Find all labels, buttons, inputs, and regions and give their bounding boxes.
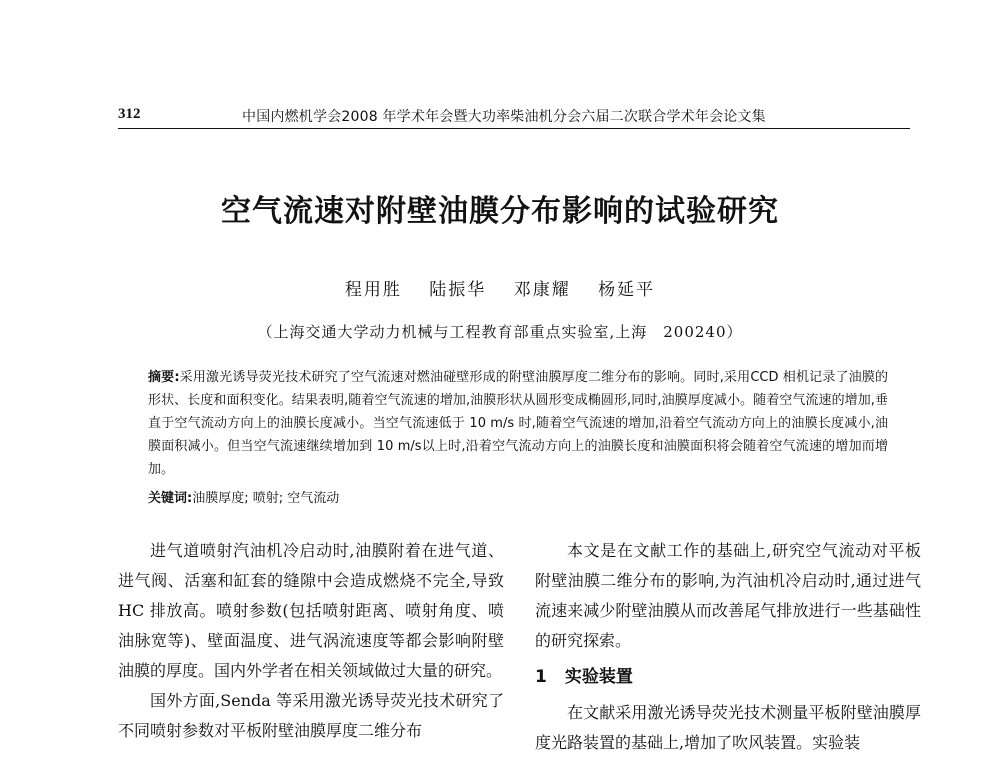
abstract-label: 摘要: [148,370,180,385]
section-title: 实验装置 [564,667,633,687]
body-paragraph: 进气道喷射汽油机冷启动时,油膜附着在进气道、进气阀、活塞和缸套的缝隙中会造成燃烧不完全,导致 HC 排放高。喷射参数(包括喷射距离、喷射角度、喷油脉宽等)、壁面温度、进气涡流速度等都会影响附壁油膜的厚度。国内外学者在相关领域做过大量的研究。 [118,541,504,680]
section-number: 1 [535,667,547,687]
body-paragraph: 国外方面,Senda 等采用激光诱导荧光技术研究了不同喷射参数对平板附壁油膜厚度二维分布 [118,691,504,740]
keywords-label: 关键词: [148,491,193,506]
abstract [148,366,888,481]
keywords-text: 油膜厚度; 喷射; 空气流动 [192,491,340,506]
author: 陆振华 [429,280,487,300]
running-header [118,104,910,129]
author: 程用胜 [344,280,402,300]
affiliation: （上海交通大学动力机械与工程教育部重点实验室,上海 200240） [257,323,743,341]
body-column-right [535,536,921,758]
body-column-left [118,536,504,746]
paper-title: 空气流速对附壁油膜分布影响的试验研究 [221,194,779,229]
author-list [0,275,1000,300]
author: 邓康耀 [513,280,571,300]
author: 杨延平 [598,280,656,300]
section-heading [535,662,921,692]
keywords [148,487,888,506]
body-paragraph: 在文献采用激光诱导荧光技术测量平板附壁油膜厚度光路装置的基础上,增加了吹风装置。实验装 [535,703,921,752]
journal-title: 中国内燃机学会2008 年学术年会暨大功率柴油机分会六届二次联合学术年会论文集 [242,109,766,125]
body-paragraph: 本文是在文献工作的基础上,研究空气流动对平板附壁油膜二维分布的影响,为汽油机冷启动时,通过进气流速来减少附壁油膜从而改善尾气排放进行一些基础性的研究探索。 [535,541,921,650]
page-number: 312 [118,106,141,122]
abstract-text: 采用激光诱导荧光技术研究了空气流速对燃油碰壁形成的附壁油膜厚度二维分布的影响。同时,采用CCD 相机记录了油膜的形状、长度和面积变化。结果表明,随着空气流速的增加,油膜形状从圆形变成椭圆形,同时,油膜厚度减小。随着空气流速的增加,垂直于空气流动方向上的油膜长度减小。当空气流速低于 10 m/s 时,随着空气流速的增加,沿着空气流动方向上的油膜长度减小,油膜面积减小。但当空气流速继续增加到 10 m/s以上时,沿着空气流动方向上的油膜长度和油膜面积将会随着空气流速的增加而增加。 [148,370,888,477]
